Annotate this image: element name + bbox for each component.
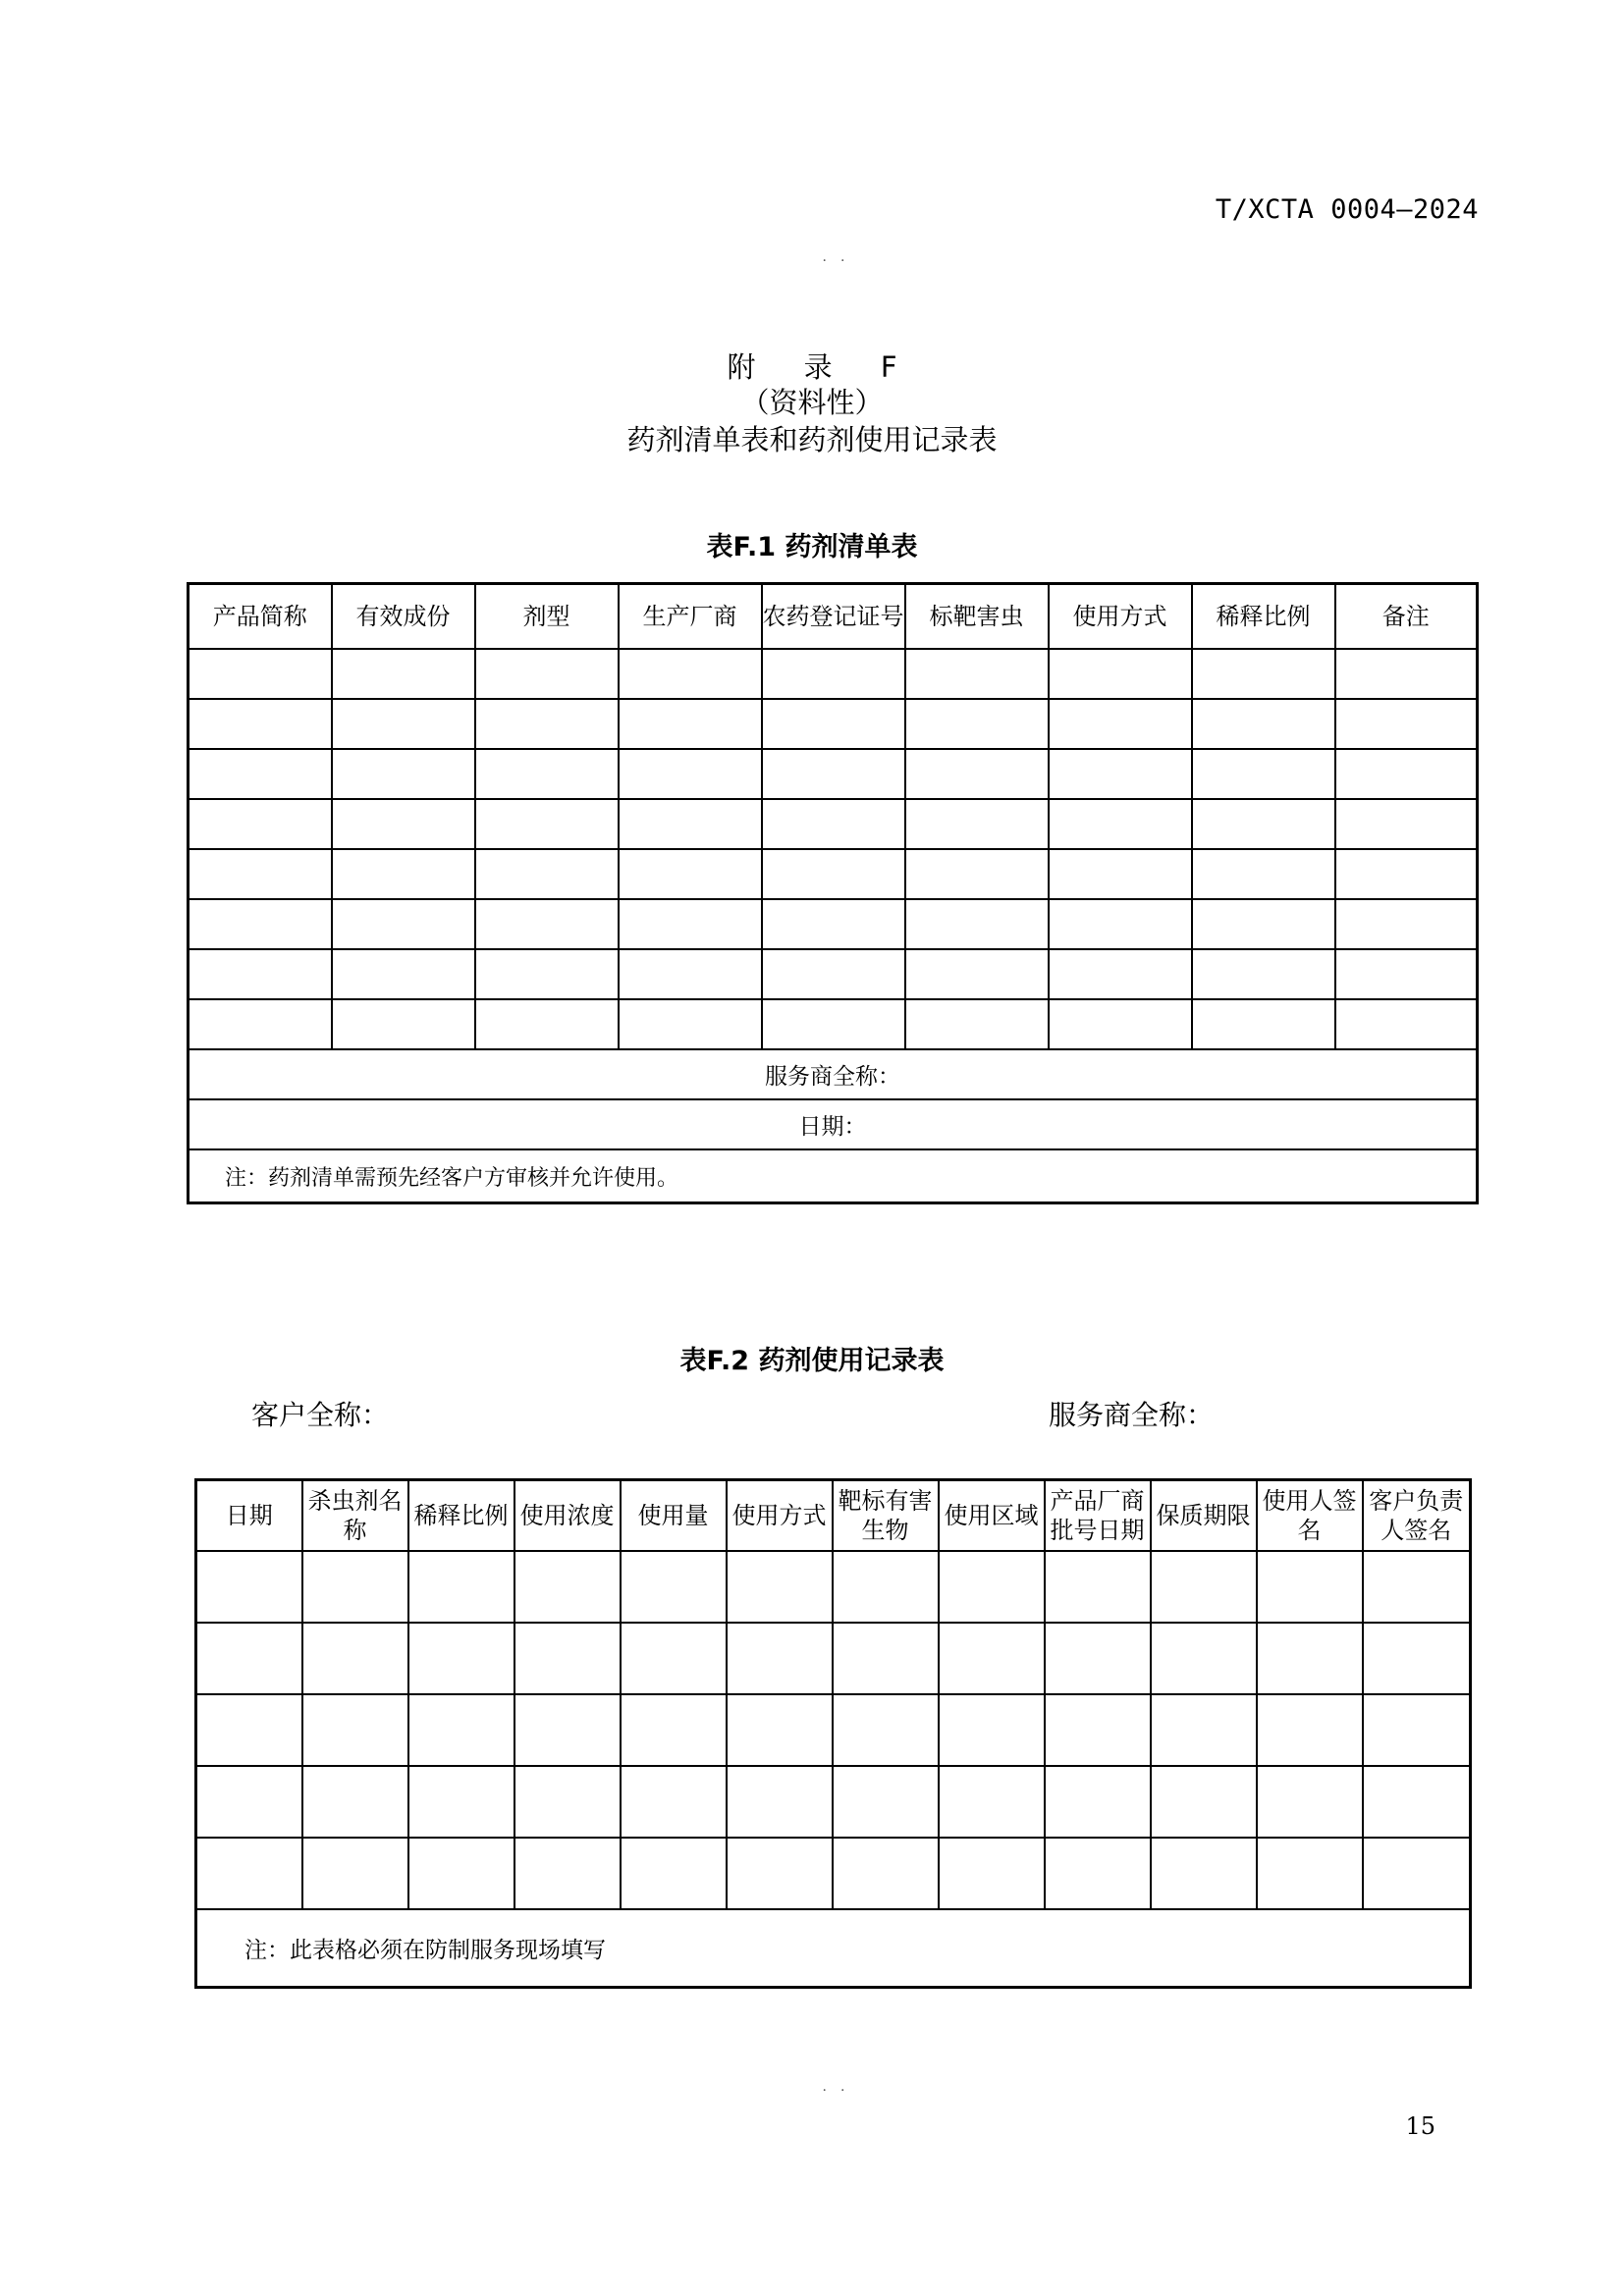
table1-data-cell[interactable] (1192, 849, 1335, 899)
table2-data-row (196, 1766, 1471, 1838)
table1-col-header: 产品简称 (189, 584, 332, 650)
table2-data-cell[interactable] (1257, 1623, 1363, 1694)
table1-data-cell[interactable] (332, 649, 475, 699)
table2-data-cell[interactable] (1363, 1694, 1471, 1766)
table1-date-row (189, 1099, 1478, 1149)
table1-data-cell[interactable] (1335, 749, 1478, 799)
table1-header-row (189, 584, 1478, 650)
table1-data-cell[interactable] (1335, 699, 1478, 749)
table1-data-cell[interactable] (475, 999, 619, 1049)
table2-data-cell[interactable] (939, 1694, 1045, 1766)
table1-data-cell[interactable] (905, 649, 1049, 699)
table2-col-header: 使用量 (621, 1480, 727, 1552)
table2-col-header: 使用方式 (727, 1480, 833, 1552)
table2-data-cell[interactable] (727, 1694, 833, 1766)
table2-data-cell[interactable] (833, 1551, 939, 1623)
table1-note-row (189, 1149, 1478, 1203)
table1-data-cell[interactable] (619, 649, 762, 699)
table2-data-cell[interactable] (1363, 1766, 1471, 1838)
table1-data-cell[interactable] (1192, 649, 1335, 699)
table1-data-cell[interactable] (189, 699, 332, 749)
table2-data-cell[interactable] (1257, 1694, 1363, 1766)
table1-col-header: 备注 (1335, 584, 1478, 650)
table1-data-cell[interactable] (762, 649, 905, 699)
table1-data-cell[interactable] (332, 749, 475, 799)
table1-data-cell[interactable] (905, 949, 1049, 999)
table2-data-cell[interactable] (727, 1623, 833, 1694)
table2-data-cell[interactable] (514, 1766, 621, 1838)
table1-data-cell[interactable] (905, 799, 1049, 849)
table1-provider-line[interactable]: 服务商全称： (189, 1049, 1478, 1099)
table1-data-cell[interactable] (762, 949, 905, 999)
table2-note-row (196, 1909, 1471, 1988)
table2-data-cell[interactable] (302, 1694, 408, 1766)
table2-data-row (196, 1694, 1471, 1766)
table1-data-cell[interactable] (619, 799, 762, 849)
table1-data-cell[interactable] (619, 849, 762, 899)
table2-col-header: 客户负责人签名 (1363, 1480, 1471, 1552)
table1-data-cell[interactable] (189, 949, 332, 999)
table1-col-header: 标靶害虫 (905, 584, 1049, 650)
table1-data-cell[interactable] (475, 849, 619, 899)
table1-data-row (189, 749, 1478, 799)
table1-data-cell[interactable] (905, 899, 1049, 949)
table1-data-cell[interactable] (762, 799, 905, 849)
table1-caption: 表F.1 药剂清单表 (706, 532, 918, 562)
table1-data-cell[interactable] (475, 949, 619, 999)
client-name-label: 客户全称： (251, 1399, 390, 1431)
table1-data-cell[interactable] (332, 699, 475, 749)
table1-data-cell[interactable] (189, 849, 332, 899)
table2-data-cell[interactable] (196, 1623, 302, 1694)
table1-data-cell[interactable] (1192, 699, 1335, 749)
table1-data-cell[interactable] (189, 649, 332, 699)
table1-note: 注：药剂清单需预先经客户方审核并允许使用。 (189, 1149, 1478, 1203)
table1-data-cell[interactable] (1192, 949, 1335, 999)
table2-data-cell[interactable] (1045, 1551, 1151, 1623)
appendix-label: 附 录 F (727, 350, 917, 384)
table1-data-cell[interactable] (332, 899, 475, 949)
table1-data-row (189, 949, 1478, 999)
table2-data-cell[interactable] (408, 1623, 514, 1694)
table1-data-cell[interactable] (619, 749, 762, 799)
decorative-dots: ·· (822, 2083, 859, 2099)
table1-col-header: 有效成份 (332, 584, 475, 650)
table2-data-cell[interactable] (1045, 1838, 1151, 1909)
table2-data-row (196, 1551, 1471, 1623)
table2-caption: 表F.2 药剂使用记录表 (679, 1346, 945, 1376)
table2-data-cell[interactable] (939, 1766, 1045, 1838)
table1-data-cell[interactable] (475, 699, 619, 749)
table1-data-cell[interactable] (905, 749, 1049, 799)
table1-data-cell[interactable] (475, 899, 619, 949)
table1-col-header: 使用方式 (1049, 584, 1192, 650)
document-id: T/XCTA 0004—2024 (1215, 194, 1479, 225)
table1-data-cell[interactable] (189, 749, 332, 799)
table2-data-cell[interactable] (1045, 1623, 1151, 1694)
table2-data-cell[interactable] (1257, 1838, 1363, 1909)
table2-data-cell[interactable] (408, 1551, 514, 1623)
table2-data-cell[interactable] (621, 1766, 727, 1838)
table1-data-cell[interactable] (332, 999, 475, 1049)
table2-col-header: 保质期限 (1151, 1480, 1257, 1552)
table2-col-header: 日期 (196, 1480, 302, 1552)
table2-data-cell[interactable] (1151, 1694, 1257, 1766)
table2-data-cell[interactable] (408, 1766, 514, 1838)
table1-data-cell[interactable] (1335, 649, 1478, 699)
table1-data-cell[interactable] (905, 849, 1049, 899)
table1-data-cell[interactable] (475, 799, 619, 849)
table1-data-cell[interactable] (762, 749, 905, 799)
table1-data-cell[interactable] (189, 999, 332, 1049)
pesticide-list-table (187, 582, 1479, 1204)
table1-data-cell[interactable] (905, 699, 1049, 749)
table2-data-cell[interactable] (302, 1838, 408, 1909)
table1-data-row (189, 849, 1478, 899)
pesticide-usage-record-table (194, 1478, 1472, 1989)
table2-data-cell[interactable] (196, 1551, 302, 1623)
table1-data-cell[interactable] (1335, 799, 1478, 849)
table2-data-cell[interactable] (1363, 1551, 1471, 1623)
appendix-title: 药剂清单表和药剂使用记录表 (626, 423, 998, 456)
table2-data-cell[interactable] (514, 1838, 621, 1909)
table2-data-cell[interactable] (1257, 1766, 1363, 1838)
table2-data-cell[interactable] (727, 1838, 833, 1909)
table2-data-cell[interactable] (514, 1551, 621, 1623)
table2-data-cell[interactable] (1151, 1623, 1257, 1694)
table2-col-header: 使用浓度 (514, 1480, 621, 1552)
table1-data-cell[interactable] (762, 999, 905, 1049)
table1-data-cell[interactable] (905, 999, 1049, 1049)
table1-col-header: 剂型 (475, 584, 619, 650)
table2-data-cell[interactable] (196, 1766, 302, 1838)
table2-data-cell[interactable] (1363, 1623, 1471, 1694)
table1-provider-row (189, 1049, 1478, 1099)
table2-col-header: 稀释比例 (408, 1480, 514, 1552)
table1-data-cell[interactable] (1192, 749, 1335, 799)
table1-data-cell[interactable] (762, 899, 905, 949)
table2-data-cell[interactable] (1151, 1551, 1257, 1623)
table1-data-row (189, 799, 1478, 849)
table2-header-row (196, 1480, 1471, 1552)
table1-col-header: 农药登记证号 (762, 584, 905, 650)
table2-data-cell[interactable] (833, 1694, 939, 1766)
table1-data-cell[interactable] (762, 699, 905, 749)
table2-data-cell[interactable] (196, 1694, 302, 1766)
table2-data-cell[interactable] (621, 1623, 727, 1694)
table2-data-cell[interactable] (939, 1551, 1045, 1623)
table2-data-cell[interactable] (1045, 1694, 1151, 1766)
table1-data-row (189, 649, 1478, 699)
table2-data-cell[interactable] (621, 1838, 727, 1909)
table1-data-cell[interactable] (332, 849, 475, 899)
table2-data-cell[interactable] (1151, 1838, 1257, 1909)
table1-data-cell[interactable] (1335, 899, 1478, 949)
table2-data-cell[interactable] (833, 1838, 939, 1909)
table1-data-cell[interactable] (1049, 949, 1192, 999)
table1-data-row (189, 899, 1478, 949)
table2-data-cell[interactable] (1151, 1766, 1257, 1838)
table1-data-cell[interactable] (1049, 799, 1192, 849)
table1-data-cell[interactable] (619, 699, 762, 749)
table2-col-header: 使用人签名 (1257, 1480, 1363, 1552)
table1-data-cell[interactable] (1192, 799, 1335, 849)
table1-data-cell[interactable] (1049, 899, 1192, 949)
provider-name-label: 服务商全称： (1049, 1399, 1215, 1431)
table1-data-cell[interactable] (1192, 999, 1335, 1049)
table1-data-cell[interactable] (189, 799, 332, 849)
table2-data-cell[interactable] (302, 1766, 408, 1838)
table2-data-cell[interactable] (621, 1694, 727, 1766)
table1-data-cell[interactable] (332, 949, 475, 999)
decorative-dots: ·· (822, 253, 859, 269)
table1-data-cell[interactable] (1049, 849, 1192, 899)
table1-data-cell[interactable] (1049, 649, 1192, 699)
table2-data-cell[interactable] (302, 1551, 408, 1623)
table2-data-cell[interactable] (514, 1623, 621, 1694)
table2-data-cell[interactable] (408, 1838, 514, 1909)
table2-data-cell[interactable] (939, 1623, 1045, 1694)
table2-data-cell[interactable] (302, 1623, 408, 1694)
table1-data-cell[interactable] (1049, 749, 1192, 799)
table2-data-cell[interactable] (833, 1766, 939, 1838)
table1-data-cell[interactable] (1049, 999, 1192, 1049)
table1-data-cell[interactable] (1335, 849, 1478, 899)
page-number: 15 (1405, 2112, 1435, 2140)
table1-data-cell[interactable] (475, 649, 619, 699)
table1-data-cell[interactable] (332, 799, 475, 849)
table2-col-header: 产品厂商批号日期 (1045, 1480, 1151, 1552)
table1-data-cell[interactable] (1049, 699, 1192, 749)
appendix-nature: （资料性） (740, 386, 884, 419)
table1-data-cell[interactable] (1335, 949, 1478, 999)
table2-data-row (196, 1623, 1471, 1694)
table2-data-cell[interactable] (833, 1623, 939, 1694)
table2-data-cell[interactable] (727, 1766, 833, 1838)
table2-data-cell[interactable] (1257, 1551, 1363, 1623)
table2-data-row (196, 1838, 1471, 1909)
table1-data-cell[interactable] (189, 899, 332, 949)
table1-data-cell[interactable] (619, 899, 762, 949)
table2-data-cell[interactable] (1363, 1838, 1471, 1909)
table2-data-cell[interactable] (621, 1551, 727, 1623)
table2-data-cell[interactable] (939, 1838, 1045, 1909)
table2-data-cell[interactable] (514, 1694, 621, 1766)
table1-col-header: 稀释比例 (1192, 584, 1335, 650)
table2-col-header: 杀虫剂名称 (302, 1480, 408, 1552)
table2-data-cell[interactable] (1045, 1766, 1151, 1838)
table1-col-header: 生产厂商 (619, 584, 762, 650)
table1-date-line[interactable]: 日期： (189, 1099, 1478, 1149)
table2-col-header: 靶标有害生物 (833, 1480, 939, 1552)
table2-data-cell[interactable] (196, 1838, 302, 1909)
table1-data-cell[interactable] (619, 949, 762, 999)
table1-data-cell[interactable] (762, 849, 905, 899)
table2-note: 注：此表格必须在防制服务现场填写 (196, 1909, 1471, 1988)
table1-data-row (189, 999, 1478, 1049)
table2-data-cell[interactable] (727, 1551, 833, 1623)
table1-data-cell[interactable] (475, 749, 619, 799)
table1-data-cell[interactable] (619, 999, 762, 1049)
table2-col-header: 使用区域 (939, 1480, 1045, 1552)
table2-data-cell[interactable] (408, 1694, 514, 1766)
table1-data-cell[interactable] (1335, 999, 1478, 1049)
table1-data-cell[interactable] (1192, 899, 1335, 949)
table1-data-row (189, 699, 1478, 749)
